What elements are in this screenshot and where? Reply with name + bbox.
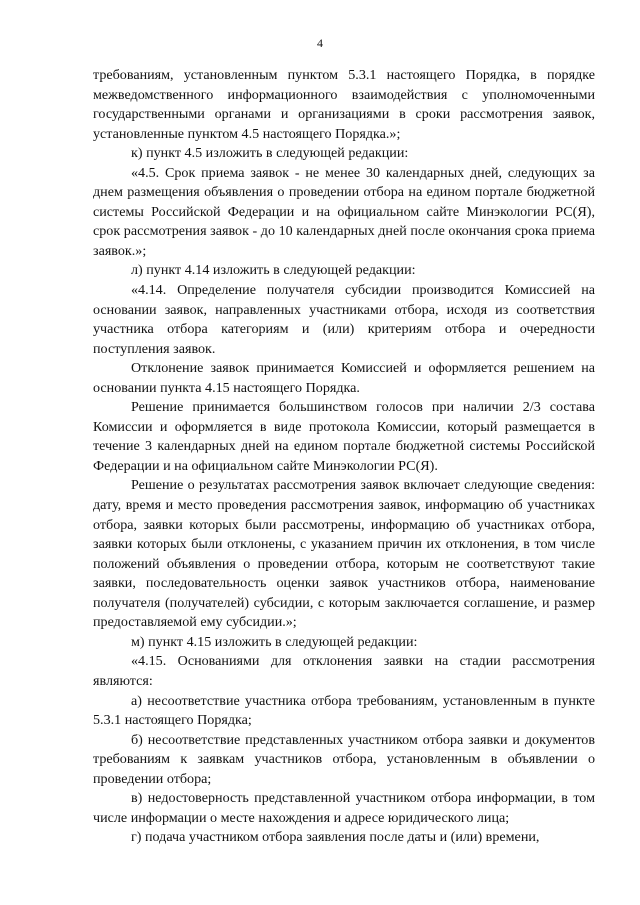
paragraph-decision: Решение принимается большинством голосов при наличии 2/3 состава Комиссии и оформляется в виде протокола Комиссии, который размещается в течение 3 календарных дней на едином портале бюджетной системы Российской Федерации и на официальном сайте Минэкологии РС(Я). (93, 399, 595, 474)
paragraph-subitem-a: а) несоответствие участника отбора требованиям, установленным в пункте 5.3.1 настоящего Порядка; (93, 692, 595, 729)
paragraph-clause-4-14: «4.14. Определение получателя субсидии производится Комиссией на основании заявок, направленных участниками отбора, исходя из соответствия участника отбора категориям и (или) критериям отбора и очередности поступления заявок. (93, 282, 595, 357)
paragraph-subitem-v: в) недостоверность представленной участником отбора информации, в том числе информации о месте нахождения и адресе юридического лица; (93, 790, 595, 826)
paragraph-item-m: м) пункт 4.15 изложить в следующей редакции: (131, 633, 418, 650)
paragraph-clause-4-15: «4.15. Основаниями для отклонения заявки на стадии рассмотрения являются: (93, 653, 595, 689)
document-body (93, 66, 595, 848)
page-number: 4 (317, 36, 323, 50)
paragraph-item-k: к) пункт 4.5 изложить в следующей редакции: (131, 145, 409, 162)
paragraph-clause-4-5: «4.5. Срок приема заявок - не менее 30 календарных дней, следующих за днем размещения объявления о проведении отбора на едином портале бюджетной системы Российской Федерации и на официальном сайте Минэкологии РС(Я), срок рассмотрения заявок - до 10 календарных дней после окончания срока приема заявок.»; (93, 164, 595, 259)
paragraph-decision-results: Решение о результатах рассмотрения заявок включает следующие сведения: дату, время и место проведения рассмотрения заявок, информацию об участниках отбора, заявки которых были рассмотрены, информацию об участниках отбора, заявки которых были отклонены, с указанием причин их отклонения, в том числе положений объявления о проведении отбора, которым не соответствуют такие заявки, последовательность оценки заявок участников отбора, наименование получателя (получателей) субсидии, с которым заключается соглашение, и размер предоставляемой ему субсидии.»; (93, 477, 595, 631)
paragraph-rejection: Отклонение заявок принимается Комиссией и оформляется решением на основании пункта 4.15 настоящего Порядка. (93, 360, 595, 396)
paragraph-subitem-b: б) несоответствие представленных участником отбора заявки и документов требованиям к заявкам участников отбора, установленным в объявлении о проведении отбора; (93, 731, 595, 787)
paragraph-subitem-g: г) подача участником отбора заявления после даты и (или) времени, (131, 829, 540, 846)
paragraph-item-l: л) пункт 4.14 изложить в следующей редакции: (131, 262, 416, 279)
paragraph-continuation: требованиям, установленным пунктом 5.3.1 настоящего Порядка, в порядке межведомственного информационного взаимодействия с уполномоченными государственными органами и организациями в сроки рассмотрения заявок, установленные пунктом 4.5 настоящего Порядка.»; (93, 67, 595, 142)
